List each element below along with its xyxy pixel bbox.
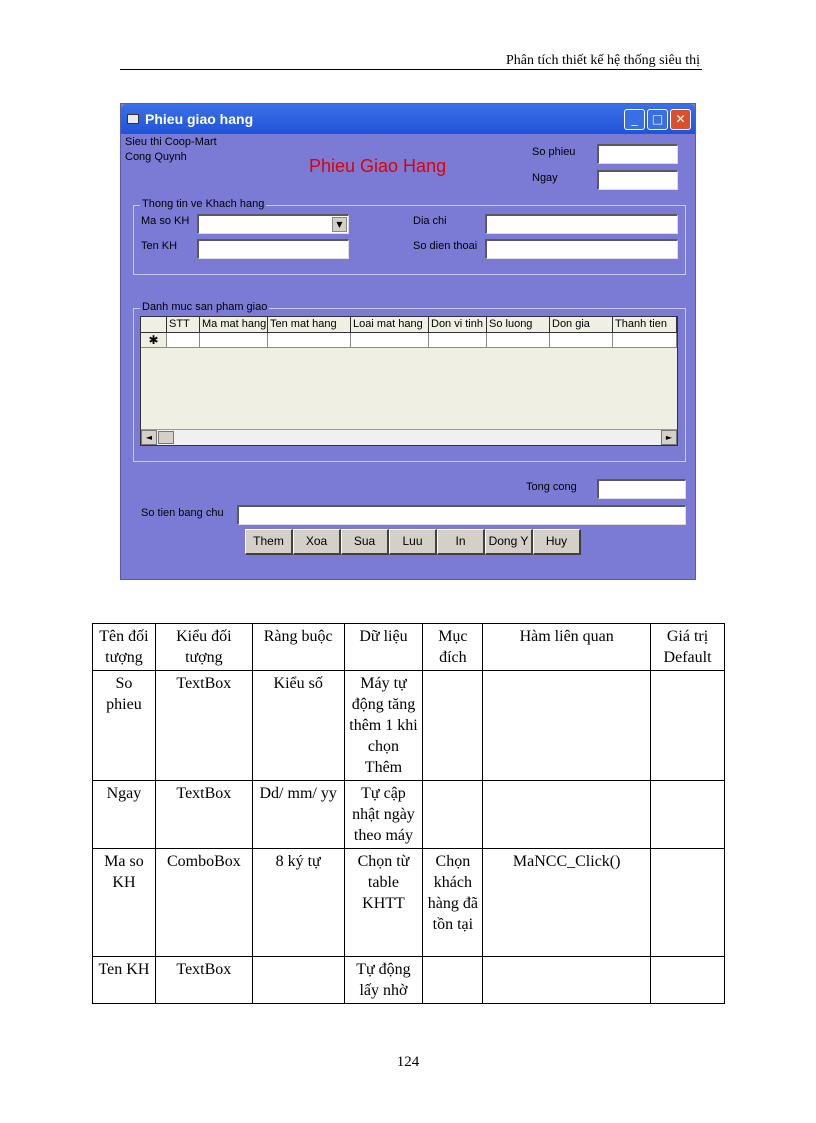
table-cell (423, 957, 483, 1004)
table-cell (651, 671, 725, 781)
chevron-down-icon[interactable]: ▼ (332, 217, 347, 232)
col-header[interactable]: Don gia (550, 317, 613, 333)
table-header: Ràng buộc (252, 624, 344, 671)
form-title: Phieu Giao Hang (309, 156, 447, 176)
grid-cell[interactable] (429, 333, 487, 348)
table-cell: Dd/ mm/ yy (252, 781, 344, 849)
col-header[interactable]: STT (167, 317, 200, 333)
table-row (93, 781, 725, 849)
running-title: Phân tích thiết kế hệ thống siêu thị (505, 53, 700, 68)
ngay-label: Ngay (532, 172, 558, 184)
table-cell: TextBox (155, 671, 252, 781)
so-phieu-label: So phieu (532, 146, 576, 158)
grid-cell[interactable] (268, 333, 351, 348)
table-cell: Chọn từ table KHTT (344, 849, 423, 957)
table-header: Dữ liệu (344, 624, 423, 671)
col-header[interactable]: Thanh tien (613, 317, 677, 333)
product-grid[interactable] (140, 316, 678, 446)
table-row (93, 957, 725, 1004)
table-header: Mục đích (423, 624, 483, 671)
them-button[interactable]: Them (245, 529, 293, 555)
table-cell: Máy tự động tăng thêm 1 khi chọn Thêm (344, 671, 423, 781)
ten-kh-input[interactable] (197, 239, 349, 259)
table-cell (423, 671, 483, 781)
company-name: Sieu thi Coop-Mart (125, 136, 217, 148)
grid-cell[interactable] (487, 333, 550, 348)
table-cell: ComboBox (155, 849, 252, 957)
grid-cell[interactable] (167, 333, 200, 348)
so-dien-thoai-label: So dien thoai (413, 240, 478, 252)
form-client-area (125, 134, 692, 577)
table-header-row (93, 624, 725, 671)
xoa-button[interactable]: Xoa (293, 529, 341, 555)
table-cell: Tự động lấy nhờ (344, 957, 423, 1004)
table-cell: Ma so KH (93, 849, 156, 957)
so-dien-thoai-input[interactable] (485, 239, 678, 259)
table-cell (651, 781, 725, 849)
table-cell (483, 957, 651, 1004)
table-cell: Ten KH (93, 957, 156, 1004)
dong-y-button[interactable]: Dong Y (485, 529, 533, 555)
table-cell: Kiểu số (252, 671, 344, 781)
grid-cell[interactable] (351, 333, 429, 348)
table-cell: Tự cập nhật ngày theo máy (344, 781, 423, 849)
table-cell: Ngay (93, 781, 156, 849)
close-button[interactable]: ✕ (670, 109, 691, 130)
col-header[interactable]: Loai mat hang (351, 317, 429, 333)
title-bar[interactable] (121, 104, 695, 134)
table-cell: TextBox (155, 781, 252, 849)
sua-button[interactable]: Sua (341, 529, 389, 555)
table-cell: 8 ký tự (252, 849, 344, 957)
col-header[interactable]: Don vi tinh (429, 317, 487, 333)
new-row-marker: ✱ (141, 333, 167, 348)
so-tien-bang-chu-input[interactable] (237, 505, 686, 525)
scroll-left-icon[interactable]: ◄ (141, 430, 157, 445)
maximize-button[interactable]: □ (647, 109, 668, 130)
table-header: Giá trị Default (651, 624, 725, 671)
table-cell: So phieu (93, 671, 156, 781)
table-cell: TextBox (155, 957, 252, 1004)
table-row (93, 849, 725, 957)
dia-chi-input[interactable] (485, 214, 678, 234)
luu-button[interactable]: Luu (389, 529, 437, 555)
huy-button[interactable]: Huy (533, 529, 581, 555)
ma-so-kh-label: Ma so KH (141, 215, 190, 227)
horizontal-scrollbar[interactable] (141, 429, 677, 445)
customer-frame-label: Thong tin ve Khach hang (142, 198, 265, 210)
table-cell (651, 849, 725, 957)
scroll-thumb[interactable] (158, 431, 174, 444)
table-cell (423, 781, 483, 849)
page-header (120, 52, 702, 70)
table-cell (651, 957, 725, 1004)
grid-cell[interactable] (200, 333, 268, 348)
col-header[interactable]: Ten mat hang (268, 317, 351, 333)
minimize-button[interactable]: _ (624, 109, 645, 130)
page-number: 124 (396, 1054, 420, 1070)
grid-cell[interactable] (550, 333, 613, 348)
window-title: Phieu giao hang (145, 111, 254, 127)
table-cell (252, 957, 344, 1004)
in-button[interactable]: In (437, 529, 485, 555)
grid-header (141, 317, 677, 333)
table-row (93, 671, 725, 781)
object-spec-table (92, 623, 725, 1004)
scroll-right-icon[interactable]: ► (661, 430, 677, 445)
grid-corner (141, 317, 167, 333)
table-header: Kiểu đối tượng (155, 624, 252, 671)
table-header: Tên đối tượng (93, 624, 156, 671)
table-cell (483, 671, 651, 781)
grid-new-row[interactable] (141, 333, 677, 348)
ten-kh-label: Ten KH (141, 240, 178, 252)
grid-cell[interactable] (613, 333, 677, 348)
ngay-input[interactable] (597, 170, 678, 190)
app-icon (127, 114, 139, 124)
table-header: Hàm liên quan (483, 624, 651, 671)
so-tien-bang-chu-label: So tien bang chu (141, 507, 224, 519)
phieu-giao-hang-window (120, 103, 696, 580)
table-cell (483, 781, 651, 849)
product-frame-label: Danh muc san pham giao (142, 301, 268, 313)
dia-chi-label: Dia chi (413, 215, 447, 227)
tong-cong-label: Tong cong (526, 481, 577, 493)
table-cell: MaNCC_Click() (483, 849, 651, 957)
col-header[interactable]: Ma mat hang (200, 317, 268, 333)
company-branch: Cong Quynh (125, 151, 187, 163)
col-header[interactable]: So luong (487, 317, 550, 333)
tong-cong-input[interactable] (597, 479, 686, 499)
so-phieu-input[interactable] (597, 144, 678, 164)
table-cell: Chọn khách hàng đã tồn tại (423, 849, 483, 957)
ma-so-kh-combobox[interactable] (197, 214, 349, 234)
